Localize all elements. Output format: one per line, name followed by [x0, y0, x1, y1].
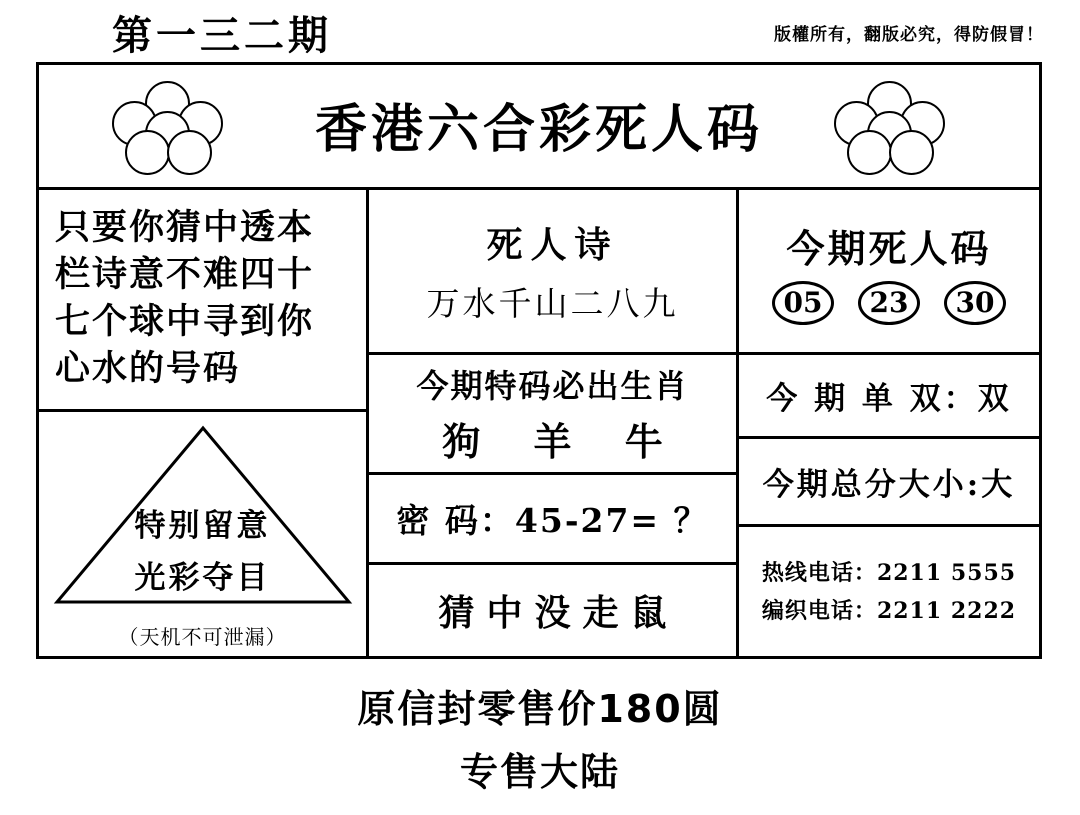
- size-line: 今期总分大小:大: [762, 467, 1016, 503]
- zodiac-cell: [369, 355, 736, 475]
- right-column: [739, 190, 1039, 656]
- weave-label: 编织电话：: [761, 597, 877, 624]
- region-line: 专售大陆: [459, 750, 620, 794]
- price-line: 原信封零售价180圆: [357, 687, 723, 731]
- copyright-notice: 版權所有，翻版必究，得防假冒！: [774, 25, 1044, 45]
- odd-even-line: 今 期 单 双：双: [766, 381, 1012, 417]
- main-frame: [36, 62, 1042, 659]
- zodiac-label: 今期特码必出生肖: [416, 367, 689, 405]
- guess-line: 猜中没走鼠: [438, 592, 679, 634]
- special-notice-note: （天机不可泄漏）: [118, 625, 287, 649]
- size-cell: [739, 439, 1039, 527]
- death-poem-cell: [369, 190, 736, 355]
- death-poem-title: 死人诗: [486, 224, 619, 266]
- secret-code-line: 密 码：45-27= ？: [396, 501, 709, 540]
- issue-title: 第一三二期: [112, 12, 332, 59]
- number-ball: 30: [944, 281, 1006, 325]
- number-ball: 05: [772, 281, 834, 325]
- body-row: [39, 190, 1039, 656]
- instruction-poem: 只要你猜中透本栏诗意不难四十七个球中寻到你心水的号码: [39, 190, 366, 412]
- odd-even-cell: [739, 355, 1039, 439]
- special-notice-subtitle: 光彩夺目: [134, 560, 271, 596]
- current-numbers-title: 今期死人码: [786, 225, 992, 271]
- middle-column: [369, 190, 739, 656]
- death-poem-line: 万水千山二八九: [426, 284, 679, 323]
- footer: [0, 678, 1080, 796]
- special-notice-title: 特别留意: [134, 508, 271, 544]
- guess-cell: [369, 565, 736, 656]
- hotline-label: 热线电话：: [761, 559, 877, 586]
- weave-row: [762, 592, 1016, 630]
- number-list: [772, 281, 1006, 325]
- special-notice-box: [39, 412, 366, 656]
- left-column: [39, 190, 369, 656]
- lottery-balls-right-icon: [833, 81, 979, 175]
- page-title: 香港六合彩死人码: [314, 100, 763, 160]
- hotline-value: 2211 5555: [876, 559, 1017, 586]
- number-ball: 23: [858, 281, 920, 325]
- header-band: [39, 65, 1039, 190]
- secret-code-cell: [369, 475, 736, 565]
- hotline-row: [762, 554, 1016, 592]
- zodiac-values: 狗 羊 牛: [442, 419, 683, 464]
- weave-value: 2211 2222: [876, 597, 1017, 624]
- contact-cell: [739, 527, 1039, 656]
- current-numbers-cell: [739, 190, 1039, 355]
